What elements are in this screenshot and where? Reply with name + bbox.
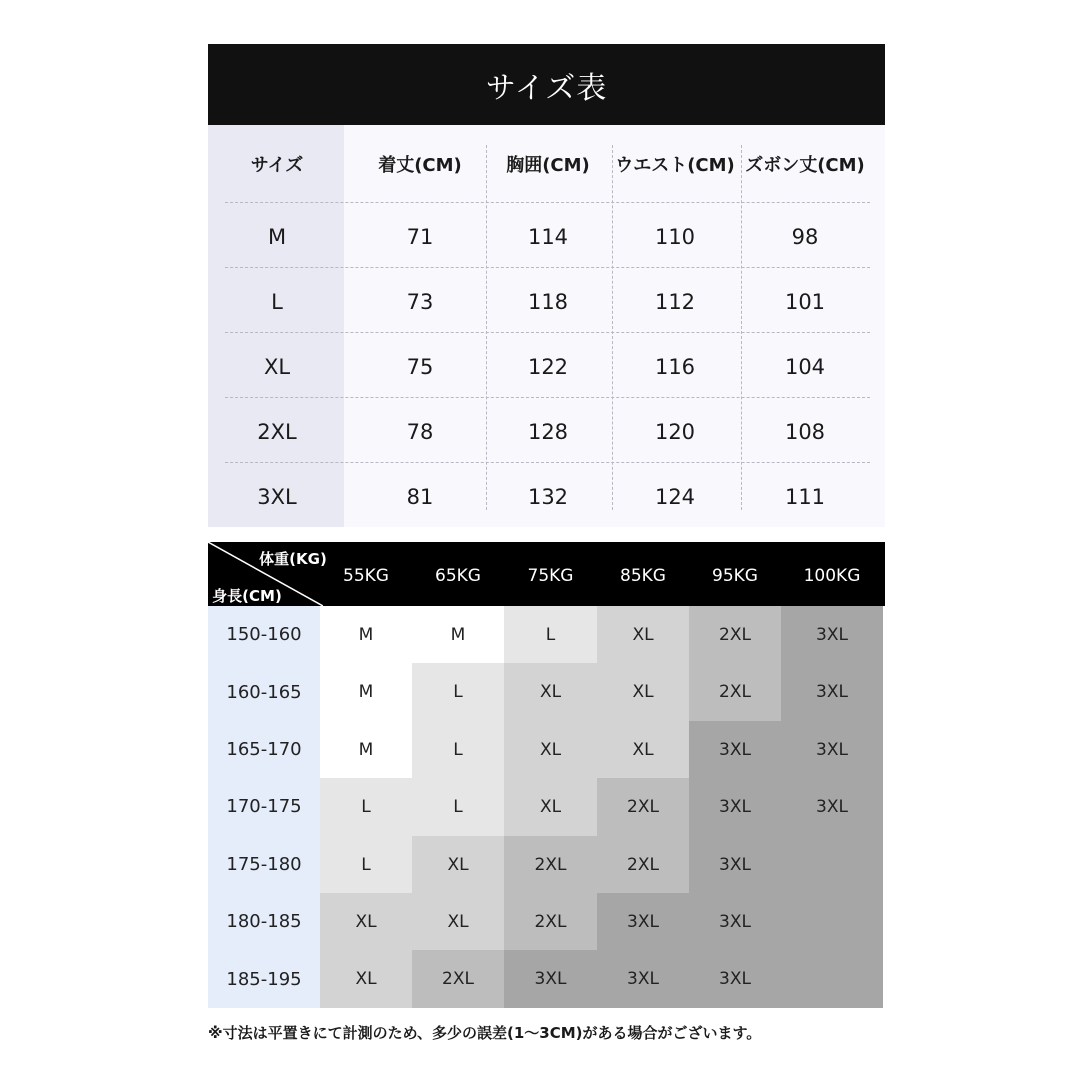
row-separator bbox=[225, 397, 870, 398]
recommended-size-cell: 3XL bbox=[689, 721, 781, 779]
recommended-size-cell: 3XL bbox=[504, 950, 597, 1008]
height-range-label: 185-195 bbox=[226, 968, 302, 990]
size-table-cell: 132 bbox=[527, 484, 569, 509]
size-table-cell: 112 bbox=[654, 289, 696, 314]
size-table-cell: 122 bbox=[527, 354, 569, 379]
recommended-size-cell bbox=[781, 950, 883, 1008]
weight-header: 75KG bbox=[527, 566, 574, 586]
column-separator bbox=[486, 145, 487, 510]
recommended-size-cell bbox=[781, 836, 883, 894]
weight-header: 55KG bbox=[343, 566, 389, 586]
recommended-size-cell: 3XL bbox=[781, 663, 883, 721]
size-table-cell: 75 bbox=[406, 354, 434, 379]
recommended-size-cell: 3XL bbox=[781, 778, 883, 836]
recommended-size-cell: L bbox=[320, 836, 412, 894]
row-separator bbox=[225, 332, 870, 333]
height-range-label: 160-165 bbox=[226, 681, 302, 703]
recommended-size-cell: XL bbox=[412, 893, 504, 951]
recommended-size-cell bbox=[781, 893, 883, 951]
recommended-size-cell: 2XL bbox=[597, 836, 689, 894]
size-table-cell: 128 bbox=[527, 419, 569, 444]
recommended-size-cell: XL bbox=[597, 721, 689, 779]
size-table-cell: 124 bbox=[654, 484, 696, 509]
weight-header: 95KG bbox=[712, 566, 758, 586]
recommended-size-cell: 2XL bbox=[689, 663, 781, 721]
size-label: M bbox=[267, 224, 287, 249]
measurement-note: ※寸法は平置きにて計測のため、多少の誤差(1～3CM)がある場合がございます。 bbox=[208, 1023, 762, 1042]
size-table-header: ウエスト(CM) bbox=[615, 155, 735, 176]
recommended-size-cell: 2XL bbox=[504, 836, 597, 894]
size-table-cell: 71 bbox=[406, 224, 434, 249]
size-table-cell: 78 bbox=[406, 419, 434, 444]
recommended-size-cell: 2XL bbox=[504, 893, 597, 951]
recommended-size-cell: 3XL bbox=[597, 893, 689, 951]
size-table-cell: 73 bbox=[406, 289, 434, 314]
size-table-cell: 108 bbox=[784, 419, 826, 444]
recommended-size-cell: XL bbox=[320, 950, 412, 1008]
size-label: XL bbox=[263, 354, 291, 379]
recommended-size-cell: XL bbox=[597, 606, 689, 664]
recommended-size-cell: 3XL bbox=[689, 893, 781, 951]
size-table-cell: 118 bbox=[527, 289, 569, 314]
recommended-size-cell: M bbox=[320, 663, 412, 721]
height-axis-label: 身長(CM) bbox=[212, 586, 282, 605]
size-table-header: サイズ bbox=[250, 155, 304, 176]
size-table-cell: 114 bbox=[527, 224, 569, 249]
recommended-size-cell: 3XL bbox=[781, 721, 883, 779]
height-range-label: 150-160 bbox=[226, 624, 302, 646]
size-label: L bbox=[271, 289, 283, 314]
weight-header: 85KG bbox=[620, 566, 666, 586]
row-separator bbox=[225, 462, 870, 463]
size-table-cell: 110 bbox=[654, 224, 696, 249]
weight-axis-label: 体重(KG) bbox=[259, 549, 327, 568]
size-table-header: ズボン丈(CM) bbox=[745, 155, 865, 176]
size-table-header: 着丈(CM) bbox=[378, 155, 462, 176]
recommended-size-cell: 3XL bbox=[689, 836, 781, 894]
height-range-label: 165-170 bbox=[226, 738, 302, 760]
recommended-size-cell: L bbox=[504, 606, 597, 664]
recommended-size-cell: L bbox=[412, 778, 504, 836]
size-table-cell: 111 bbox=[784, 484, 826, 509]
recommended-size-cell: L bbox=[412, 721, 504, 779]
recommended-size-cell: 2XL bbox=[689, 606, 781, 664]
column-separator bbox=[612, 145, 613, 510]
size-table-cell: 120 bbox=[654, 419, 696, 444]
recommended-size-cell: XL bbox=[597, 663, 689, 721]
row-separator bbox=[225, 267, 870, 268]
recommended-size-cell: 2XL bbox=[597, 778, 689, 836]
recommended-size-cell: XL bbox=[504, 663, 597, 721]
column-separator bbox=[741, 145, 742, 510]
height-range-label: 170-175 bbox=[226, 796, 302, 818]
size-table-cell: 116 bbox=[654, 354, 696, 379]
weight-header: 100KG bbox=[803, 566, 861, 586]
recommended-size-cell: 3XL bbox=[689, 778, 781, 836]
recommended-size-cell: 2XL bbox=[412, 950, 504, 1008]
height-range-label: 180-185 bbox=[226, 911, 302, 933]
page-title: サイズ表 bbox=[208, 44, 885, 125]
size-table-cell: 104 bbox=[784, 354, 826, 379]
recommended-size-cell: XL bbox=[320, 893, 412, 951]
size-label: 3XL bbox=[257, 484, 297, 509]
size-table-cell: 98 bbox=[791, 224, 819, 249]
recommended-size-cell: XL bbox=[504, 721, 597, 779]
recommended-size-cell: 3XL bbox=[597, 950, 689, 1008]
recommended-size-cell: L bbox=[412, 663, 504, 721]
recommended-size-cell: M bbox=[320, 606, 412, 664]
height-range-label: 175-180 bbox=[226, 853, 302, 875]
recommended-size-cell: M bbox=[320, 721, 412, 779]
size-table-header: 胸囲(CM) bbox=[506, 155, 590, 176]
weight-header: 65KG bbox=[435, 566, 481, 586]
recommended-size-cell: 3XL bbox=[689, 950, 781, 1008]
recommended-size-cell: XL bbox=[412, 836, 504, 894]
size-table-cell: 81 bbox=[406, 484, 434, 509]
row-separator bbox=[225, 202, 870, 203]
recommended-size-cell: XL bbox=[504, 778, 597, 836]
recommended-size-cell: L bbox=[320, 778, 412, 836]
recommended-size-cell: 3XL bbox=[781, 606, 883, 664]
recommended-size-cell: M bbox=[412, 606, 504, 664]
size-table-cell: 101 bbox=[784, 289, 826, 314]
size-label: 2XL bbox=[257, 419, 297, 444]
